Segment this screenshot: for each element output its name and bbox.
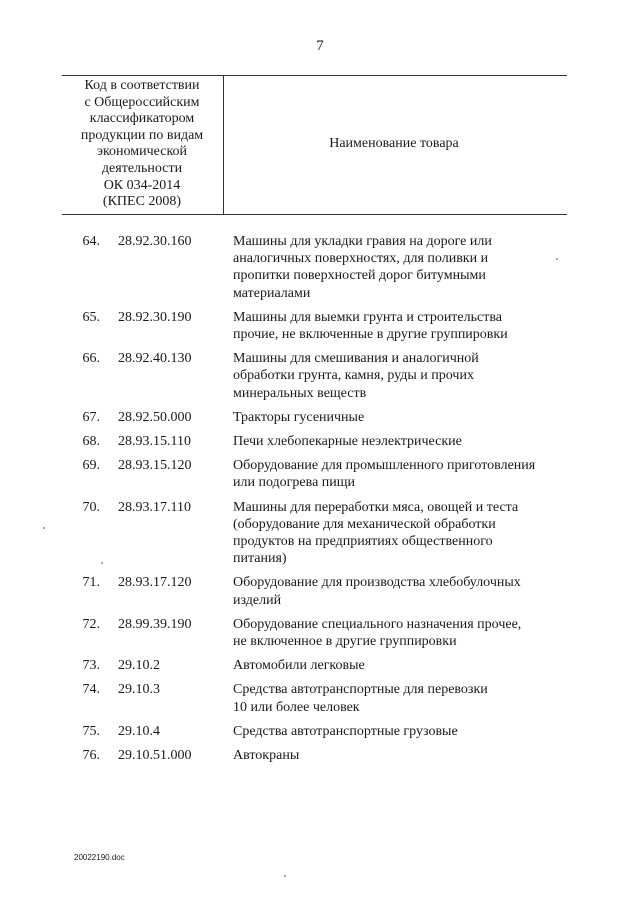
product-name-line: Автомобили легковые <box>233 658 365 674</box>
row-okpd-code: 29.10.2 <box>118 658 160 674</box>
product-name-line: Оборудование специального назначения прочее, <box>233 616 522 632</box>
page-number: 7 <box>316 38 324 54</box>
row-number: 74. <box>82 682 100 698</box>
row-number: 73. <box>82 658 100 674</box>
code-column-header-line: экономической <box>96 144 188 160</box>
row-product-name <box>233 616 573 650</box>
product-name-line: не включенное в другие группировки <box>233 634 457 650</box>
row-product-name <box>233 657 573 674</box>
row-number: 76. <box>82 748 100 764</box>
row-product-name <box>233 574 573 608</box>
code-column-header-line: деятельности <box>101 160 183 176</box>
row-okpd-code: 29.10.3 <box>118 682 160 698</box>
row-number: 72. <box>82 616 100 632</box>
product-table-body <box>0 233 640 771</box>
code-column-header-line: ОК 034-2014 <box>103 177 181 193</box>
row-product-name <box>233 747 573 764</box>
product-name-line: изделий <box>233 592 282 608</box>
product-name-line: Машины для смешивания и аналогичной <box>233 351 479 367</box>
table-row <box>0 433 640 450</box>
row-okpd-code: 28.93.17.120 <box>118 575 192 591</box>
row-number: 75. <box>82 723 100 739</box>
table-row <box>0 309 640 343</box>
table-row <box>0 657 640 674</box>
product-name-line: Оборудование для производства хлебобулочных <box>233 575 521 591</box>
table-row <box>0 350 640 402</box>
table-row <box>0 457 640 491</box>
product-name-line: (оборудование для механической обработки <box>233 516 496 532</box>
row-number: 66. <box>82 351 100 367</box>
product-name-line: Средства автотранспортные для перевозки <box>233 682 488 698</box>
row-product-name <box>233 309 573 343</box>
row-okpd-code: 28.92.50.000 <box>118 409 192 425</box>
product-name-line: пропитки поверхностей дорог битумными <box>233 268 486 284</box>
product-name-line: материалами <box>233 285 311 301</box>
product-name-line: 10 или более человек <box>233 699 360 715</box>
row-number: 69. <box>82 458 100 474</box>
table-row <box>0 233 640 302</box>
row-number: 70. <box>82 499 100 515</box>
product-name-line: минеральных веществ <box>233 385 367 401</box>
row-number: 67. <box>82 409 100 425</box>
row-product-name <box>233 723 573 740</box>
product-name-line: Тракторы гусеничные <box>233 409 365 425</box>
row-okpd-code: 28.93.17.110 <box>118 499 191 515</box>
scan-speck <box>556 258 558 260</box>
table-row <box>0 409 640 426</box>
row-product-name <box>233 457 573 491</box>
row-number: 64. <box>82 234 100 249</box>
product-name-line: Средства автотранспортные грузовые <box>233 723 458 739</box>
table-row <box>0 681 640 715</box>
product-name-line: обработки грунта, камня, руды и прочих <box>233 368 474 384</box>
product-name-line: Оборудование для промышленного приготовления <box>233 458 536 474</box>
document-filename: 20022190.doc <box>74 853 125 862</box>
row-number: 71. <box>82 575 100 591</box>
product-name-line: аналогичных поверхностях, для поливки и <box>233 251 489 267</box>
product-name-line: Печи хлебопекарные неэлектрические <box>233 434 462 450</box>
table-row <box>0 574 640 608</box>
table-row <box>0 747 640 764</box>
code-column-header-line: классификатором <box>89 111 195 127</box>
name-column-header: Наименование товара <box>329 136 459 151</box>
row-okpd-code: 28.92.30.190 <box>118 309 192 325</box>
product-name-line: прочие, не включенные в другие группировки <box>233 327 508 343</box>
row-okpd-code: 28.93.15.110 <box>118 434 191 450</box>
row-okpd-code: 28.93.15.120 <box>118 458 192 474</box>
row-number: 68. <box>82 434 100 450</box>
product-name-line: продуктов на предприятиях общественного <box>233 534 493 550</box>
table-row <box>0 616 640 650</box>
scan-speck <box>43 527 45 529</box>
row-okpd-code: 29.10.51.000 <box>118 748 192 764</box>
product-name-line: питания) <box>233 551 287 567</box>
table-row <box>0 723 640 740</box>
row-product-name <box>233 409 573 426</box>
table-row <box>0 499 640 568</box>
row-number: 65. <box>82 309 100 325</box>
table-header-bottom-rule <box>62 214 567 215</box>
scan-speck <box>284 875 286 877</box>
product-name-line: Автокраны <box>233 748 300 764</box>
product-name-line: Машины для укладки гравия на дороге или <box>233 234 492 249</box>
row-okpd-code: 28.92.30.160 <box>118 234 192 249</box>
code-column-header-line: Код в соответствии <box>84 78 200 93</box>
scan-speck <box>101 562 103 564</box>
row-product-name <box>233 499 573 568</box>
row-okpd-code: 28.92.40.130 <box>118 351 192 367</box>
table-top-rule <box>62 75 567 76</box>
row-product-name <box>233 681 573 715</box>
row-okpd-code: 28.99.39.190 <box>118 616 192 632</box>
code-column-header-line: продукции по видам <box>80 127 204 143</box>
product-name-line: или подогрева пищи <box>233 475 356 491</box>
row-product-name <box>233 433 573 450</box>
code-column-header-line: с Общероссийским <box>84 94 200 110</box>
product-name-line: Машины для переработки мяса, овощей и теста <box>233 499 519 515</box>
product-name-line: Машины для выемки грунта и строительства <box>233 309 502 325</box>
code-column-header <box>62 78 222 211</box>
row-product-name <box>233 350 573 402</box>
row-product-name <box>233 233 573 302</box>
row-okpd-code: 29.10.4 <box>118 723 160 739</box>
code-column-header-line: (КПЕС 2008) <box>102 194 182 210</box>
